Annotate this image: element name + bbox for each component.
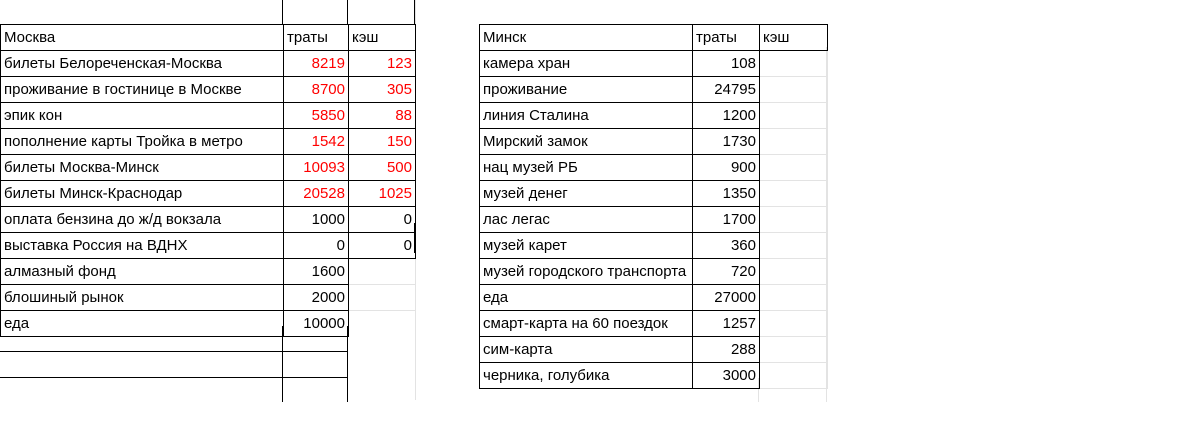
cell-cash[interactable]: 0: [349, 207, 416, 233]
cell-spend[interactable]: 108: [693, 51, 760, 77]
cell-cash[interactable]: [760, 285, 828, 311]
table-row: [1, 129, 416, 155]
table-row: [1, 311, 416, 337]
cell-header-name[interactable]: Москва: [1, 25, 284, 51]
cell-item-name[interactable]: камера хран: [480, 51, 693, 77]
cell-item-name[interactable]: лас легас: [480, 207, 693, 233]
cell-cash[interactable]: 150: [349, 129, 416, 155]
table-row: [480, 51, 828, 77]
minsk-expenses-table: [479, 24, 828, 389]
row-line: [0, 377, 348, 378]
cell-item-name[interactable]: нац музей РБ: [480, 155, 693, 181]
table-row: [480, 259, 828, 285]
moscow-expenses-table: [0, 24, 416, 337]
cell-spend[interactable]: 1600: [284, 259, 349, 285]
cell-item-name[interactable]: блошиный рынок: [1, 285, 284, 311]
cell-item-name[interactable]: билеты Москва-Минск: [1, 155, 284, 181]
cell-item-name[interactable]: музей денег: [480, 181, 693, 207]
cell-spend[interactable]: 27000: [693, 285, 760, 311]
table-row: [480, 285, 828, 311]
cell-spend[interactable]: 0: [284, 233, 349, 259]
table-row: [480, 77, 828, 103]
cell-cash[interactable]: [760, 363, 828, 389]
cell-header-spend[interactable]: траты: [693, 25, 760, 51]
cell-cash[interactable]: [760, 311, 828, 337]
table-row: [1, 285, 416, 311]
cell-item-name[interactable]: билеты Минск-Краснодар: [1, 181, 284, 207]
cell-item-name[interactable]: еда: [1, 311, 284, 337]
cell-item-name[interactable]: музей городского транспорта: [480, 259, 693, 285]
cell-cash[interactable]: [760, 259, 828, 285]
cell-cash[interactable]: [760, 155, 828, 181]
cell-item-name[interactable]: эпик кон: [1, 103, 284, 129]
cell-cash[interactable]: [349, 311, 416, 337]
cell-cash[interactable]: 123: [349, 51, 416, 77]
column-line: [282, 0, 283, 24]
table-row: [1, 77, 416, 103]
cell-item-name[interactable]: линия Сталина: [480, 103, 693, 129]
table-header-row: [1, 25, 416, 51]
table-row: [1, 103, 416, 129]
cell-header-cash[interactable]: кэш: [349, 25, 416, 51]
column-line: [347, 0, 348, 24]
cell-item-name[interactable]: музей карет: [480, 233, 693, 259]
cell-spend[interactable]: 1700: [693, 207, 760, 233]
cell-cash[interactable]: [760, 77, 828, 103]
cell-spend[interactable]: 5850: [284, 103, 349, 129]
cell-item-name[interactable]: выставка Россия на ВДНХ: [1, 233, 284, 259]
cell-spend[interactable]: 360: [693, 233, 760, 259]
table-row: [480, 207, 828, 233]
table-row: [1, 207, 416, 233]
table-row: [1, 51, 416, 77]
cell-spend[interactable]: 10000: [284, 311, 349, 337]
cell-cash[interactable]: 305: [349, 77, 416, 103]
cell-cash[interactable]: [760, 233, 828, 259]
column-line: [282, 326, 283, 402]
cell-spend[interactable]: 8700: [284, 77, 349, 103]
cell-cash[interactable]: [760, 181, 828, 207]
table-row: [480, 337, 828, 363]
cell-item-name[interactable]: проживание в гостинице в Москве: [1, 77, 284, 103]
table-row: [480, 129, 828, 155]
cell-spend[interactable]: 1350: [693, 181, 760, 207]
cell-header-spend[interactable]: траты: [284, 25, 349, 51]
cell-spend[interactable]: 1000: [284, 207, 349, 233]
cell-item-name[interactable]: алмазный фонд: [1, 259, 284, 285]
cell-spend[interactable]: 20528: [284, 181, 349, 207]
cell-cash[interactable]: 1025: [349, 181, 416, 207]
cell-spend[interactable]: 3000: [693, 363, 760, 389]
cell-spend[interactable]: 288: [693, 337, 760, 363]
cell-cash[interactable]: 88: [349, 103, 416, 129]
cell-cash[interactable]: [349, 259, 416, 285]
column-line: [414, 0, 415, 24]
cell-cash[interactable]: 500: [349, 155, 416, 181]
cell-item-name[interactable]: проживание: [480, 77, 693, 103]
cell-item-name[interactable]: смарт-карта на 60 поездок: [480, 311, 693, 337]
cell-spend[interactable]: 900: [693, 155, 760, 181]
cell-item-name[interactable]: сим-карта: [480, 337, 693, 363]
cell-spend[interactable]: 1257: [693, 311, 760, 337]
cell-spend[interactable]: 720: [693, 259, 760, 285]
table-row: [1, 155, 416, 181]
table-row: [480, 103, 828, 129]
cell-spend[interactable]: 8219: [284, 51, 349, 77]
table-row: [1, 181, 416, 207]
cell-cash[interactable]: [760, 207, 828, 233]
table-row: [480, 155, 828, 181]
cell-cash[interactable]: [349, 285, 416, 311]
cell-cash[interactable]: [760, 103, 828, 129]
cell-item-name[interactable]: Мирский замок: [480, 129, 693, 155]
table-row: [480, 181, 828, 207]
cell-cash[interactable]: [760, 337, 828, 363]
cell-spend[interactable]: 1200: [693, 103, 760, 129]
cell-item-name[interactable]: черника, голубика: [480, 363, 693, 389]
cell-header-cash[interactable]: кэш: [760, 25, 828, 51]
cell-cash[interactable]: [760, 51, 828, 77]
table-row: [480, 363, 828, 389]
cell-spend[interactable]: 1730: [693, 129, 760, 155]
column-line: [347, 326, 348, 402]
cell-cash[interactable]: [760, 129, 828, 155]
table-row: [1, 259, 416, 285]
cell-item-name[interactable]: оплата бензина до ж/д вокзала: [1, 207, 284, 233]
table-row: [480, 233, 828, 259]
cell-cash[interactable]: 0: [349, 233, 416, 259]
cell-header-name[interactable]: Минск: [480, 25, 693, 51]
cell-spend[interactable]: 2000: [284, 285, 349, 311]
row-line: [0, 351, 348, 352]
cell-item-name[interactable]: еда: [480, 285, 693, 311]
column-line: [414, 223, 415, 253]
cell-spend[interactable]: 10093: [284, 155, 349, 181]
cell-spend[interactable]: 1542: [284, 129, 349, 155]
cell-spend[interactable]: 24795: [693, 77, 760, 103]
cell-item-name[interactable]: билеты Белореченская-Москва: [1, 51, 284, 77]
table-row: [1, 233, 416, 259]
table-header-row: [480, 25, 828, 51]
cell-item-name[interactable]: пополнение карты Тройка в метро: [1, 129, 284, 155]
table-row: [480, 311, 828, 337]
